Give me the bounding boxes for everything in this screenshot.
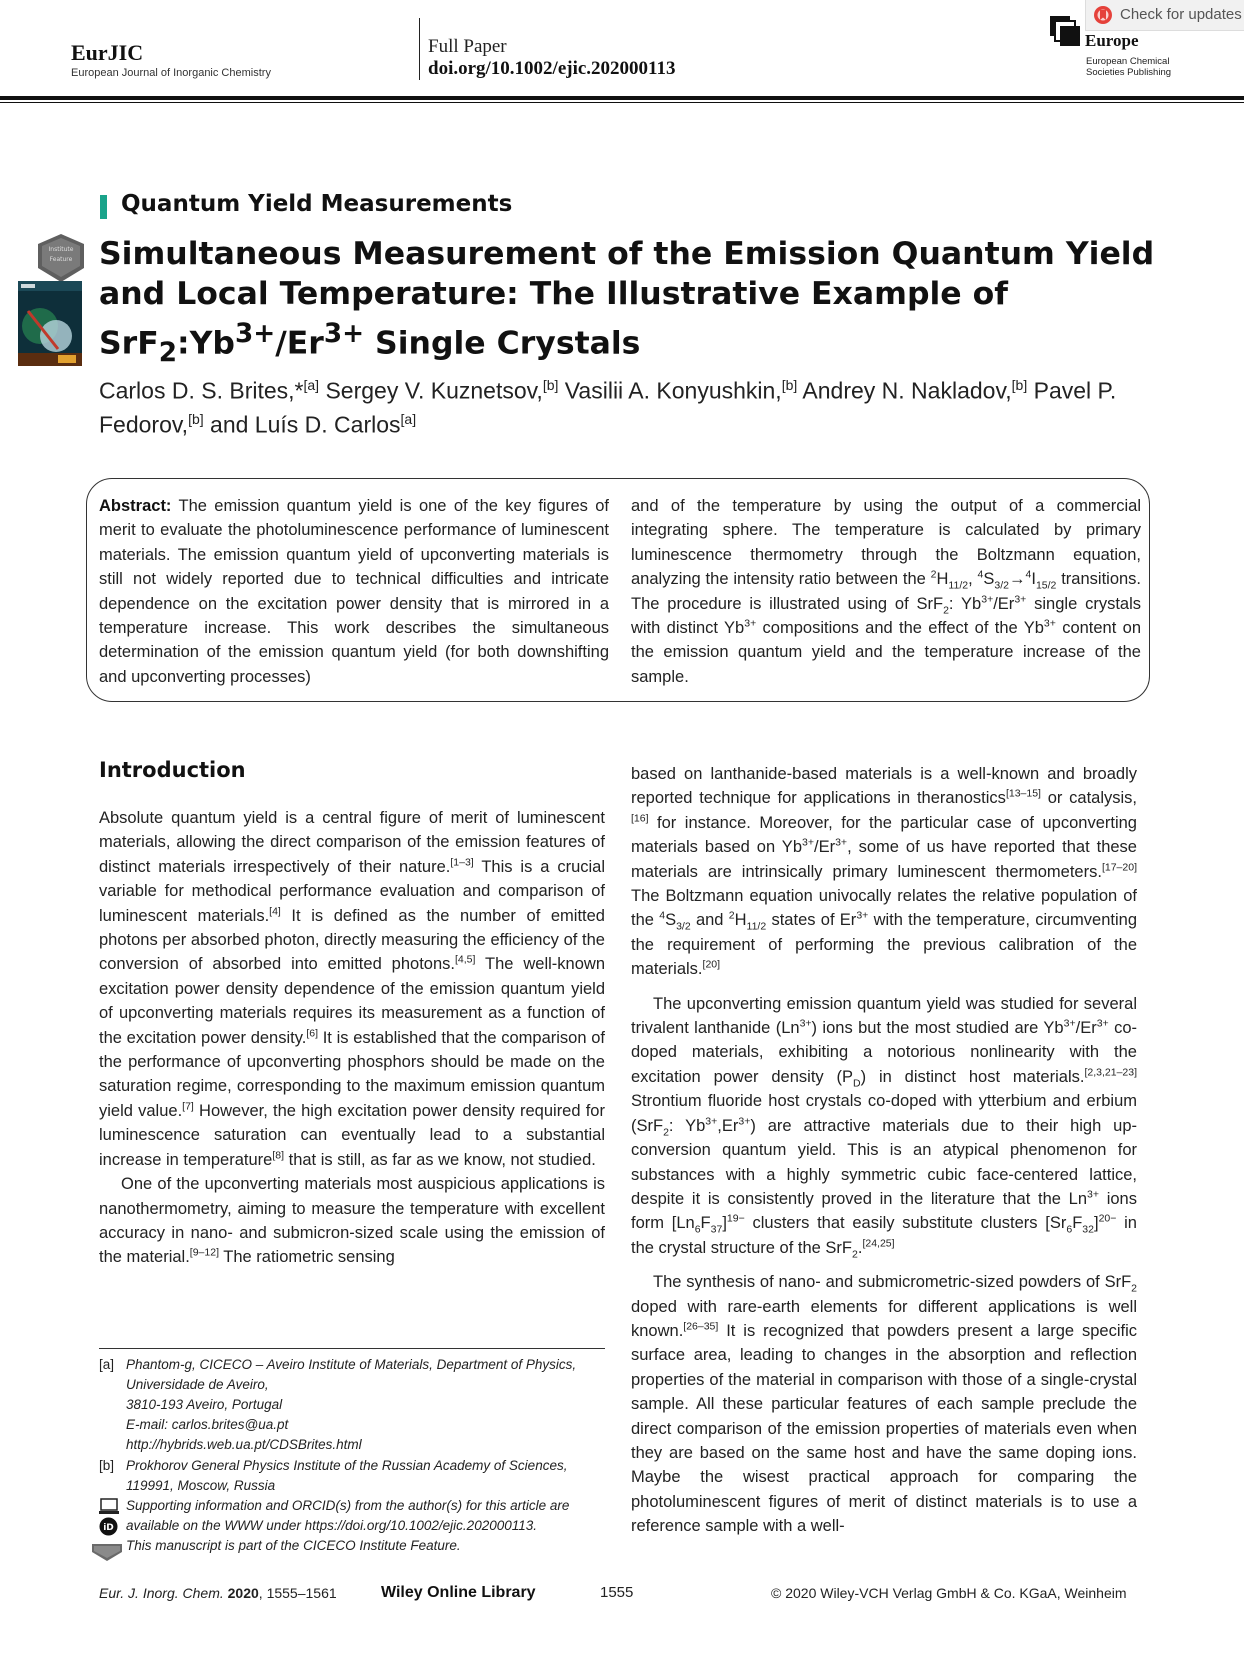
- abstract-left-column: Abstract: The emission quantum yield is one of the key figures of merit to evaluate the photoluminescence performance of luminescent materials. The emission quantum yield of upconverting materials is still not widely reported due to technical difficulties and intricate dependence on the excitation power density that is mirrored in a temperature increase. This work describes the simultaneous determination of the emission quantum yield (for both downshifting and upconverting processes): [99, 497, 609, 686]
- journal-subtitle: European Journal of Inorganic Chemistry: [71, 67, 271, 79]
- introduction-heading: Introduction: [99, 758, 246, 782]
- author-homepage-link[interactable]: http://hybrids.web.ua.pt/CDSBrites.html: [126, 1437, 362, 1452]
- footnote-a: [a] Phantom-g, CICECO – Aveiro Institute of Materials, Department of Physics, Universidade de Aveiro, 3810-193 Aveiro, Portugal E-mail: carlos.brites@ua.pt http://hybrids.web.ua.pt/CDSBrites.html: [99, 1355, 605, 1455]
- author-list: Carlos D. S. Brites,*[a] Sergey V. Kuznetsov,[b] Vasilii A. Konyushkin,[b] Andrey N. Nakladov,[b] Pavel P. Fedorov,[b] and Luís D. Carlos[a]: [99, 377, 1117, 438]
- header-rule: [0, 96, 1244, 100]
- badge-text-line1: Institute: [48, 246, 74, 253]
- header-rule-thin: [0, 102, 1244, 103]
- author-email[interactable]: E-mail: carlos.brites@ua.pt: [126, 1417, 289, 1432]
- badge-text-line2: Feature: [49, 256, 73, 263]
- footer-citation: Eur. J. Inorg. Chem. 2020, 1555–1561: [99, 1585, 337, 1601]
- section-accent-bar: [100, 195, 107, 219]
- journal-cover-image: [18, 281, 82, 366]
- paragraph: The synthesis of nano- and submicrometric-sized powders of SrF$_2$ doped with rare-earth elements for different applications is well known.[26–35] It is recognized that powders present a large specific surface area, leading to changes in the absorption and reflection properties of the material in comparison with those of a single-crystal sample. All these particular features of each sample preclude the direct comparison of the emission properties of materials even when they are based on the same host and have the same doping ions. Maybe the wisest practical approach for comparing the photoluminescent figures of merit of distinct materials is to use a reference sample with a well-: [631, 1273, 1137, 1536]
- paragraph: Absolute quantum yield is a central figure of merit of luminescent materials, allowing the direct comparison of the emission features of distinct materials irrespectively of their nature.[1–3] This is a crucial variable for methodical performance evaluation and comparison of luminescent materials.[4] It is defined as the number of emitted photons per absorbed photon, directly measuring the efficiency of the conversion of absorbed into emitted photons.[4,5] The well-known excitation power density dependence of the emission quantum yield of upconverting materials requires its measurement as a function of the excitation power density.[6] It is established that the comparison of the performance of upconverting phosphors should be made on the saturation regime, corresponding to the maximum emission quantum yield value.[7] However, the high excitation power density required for luminescence saturation can eventually lead to a substantial increase in temperature[8] that is still, as far as we know, not studied.: [99, 809, 606, 1169]
- check-updates-label[interactable]: Check for updates: [1120, 6, 1242, 23]
- article-title: Simultaneous Measurement of the Emission Quantum Yield and Local Temperature: The Illustrative Example of $SrF_2:Yb^{3+}/Er^{3+}$ Single Crystals: [99, 236, 1155, 368]
- publisher-subtitle: European Chemical Societies Publishing: [1086, 56, 1172, 78]
- paper-type: Full Paper: [428, 36, 507, 57]
- paragraph: The upconverting emission quantum yield was studied for several trivalent lanthanide $(Ln^{3+})$ ions but the most studied are $Yb^{3+}/Er^{3+}$ co-doped materials, exhibiting a notorious nonlinearity with the excitation power density $(P_D)$ in distinct host materials.[2,3,21–23] Strontium fluoride host crystals co-doped with ytterbium and erbium (SrF$_2$: $Yb^{3+},Er^{3+}$) are attractive materials due to their high up-conversion quantum yield. This is an atypical phenomenon for substances with a highly symmetric cubic face-centered lattice, despite it is consistently proved in the literature that the $Ln^{3+}$ ions form $[Ln_6F_{37}]^{19-}$ clusters that easily substitute clusters $[Sr_6F_{32}]^{20-}$ in the crystal structure of the SrF$_2$.[24,25]: [631, 994, 1138, 1261]
- paragraph: One of the upconverting materials most auspicious applications is nanothermometry, aiming to measure the temperature with excellent accuracy in nano- and submicron-sized scale using the emission of the material.[9–12] The ratiometric sensing: [99, 1175, 605, 1267]
- abstract-right-column: and of the temperature by using the output of a commercial integrating sphere. The temperature is calculated by primary luminescence thermometry through the Boltzmann equation, analyzing the intensity ratio between the $^2H_{11/2}$, $^4S_{3/2}\to^4I_{15/2}$ transitions. The procedure is illustrated using of SrF$_2$: $Yb^{3+}/Er^{3+}$ single crystals with distinct $Yb^{3+}$ compositions and the effect of the $Yb^{3+}$ content on the emission quantum yield and the temperature increase of the sample.: [631, 497, 1142, 686]
- publisher-name: Europe: [1085, 31, 1139, 50]
- paragraph: based on lanthanide-based materials is a well-known and broadly reported technique for applications in theranostics[13–15] or catalysis,[16] for instance. Moreover, for the particular case of upconverting materials based on $Yb^{3+}/Er^{3+}$, some of us have reported that these materials are intrinsically primary luminescent thermometers.[17–20] The Boltzmann equation univocally relates the relative population of the $^4S_{3/2}$ and $^2H_{11/2}$ states of $Er^{3+}$ with the temperature, circumventing the requirement of performing the previous calibration of the materials.[20]: [631, 765, 1137, 979]
- chemistry-europe-logo-icon: [1050, 16, 1080, 46]
- wiley-online-library-link[interactable]: Wiley Online Library: [381, 1584, 536, 1601]
- institute-feature-badge-icon: [36, 234, 86, 282]
- supporting-info-link[interactable]: available on the WWW under https://doi.org/10.1002/ejic.202000113.: [126, 1518, 538, 1533]
- doi-link[interactable]: doi.org/10.1002/ejic.202000113: [428, 58, 676, 79]
- footnote-b: [b] Prokhorov General Physics Institute of the Russian Academy of Sciences, 119991, Moscow, Russia: [99, 1458, 568, 1493]
- page-number: 1555: [600, 1584, 634, 1601]
- header-divider: [419, 18, 420, 80]
- body-right-column: [631, 762, 1137, 1539]
- section-tag: Quantum Yield Measurements: [121, 191, 513, 217]
- journal-name: EurJIC: [71, 40, 144, 65]
- check-updates-icon[interactable]: [1093, 5, 1113, 25]
- svg-text:iD: iD: [103, 1523, 114, 1533]
- body-left-column: [99, 806, 605, 1270]
- footnote-supporting-info: Supporting information and ORCID(s) from the author(s) for this article are available on the WWW under https://doi.org/10.1002/ejic.202000113. This manuscript is part of the CICECO Institute Feature.: [99, 1496, 605, 1556]
- copyright: © 2020 Wiley-VCH Verlag GmbH & Co. KGaA, Weinheim: [771, 1585, 1127, 1601]
- footnote-rule: [99, 1348, 605, 1349]
